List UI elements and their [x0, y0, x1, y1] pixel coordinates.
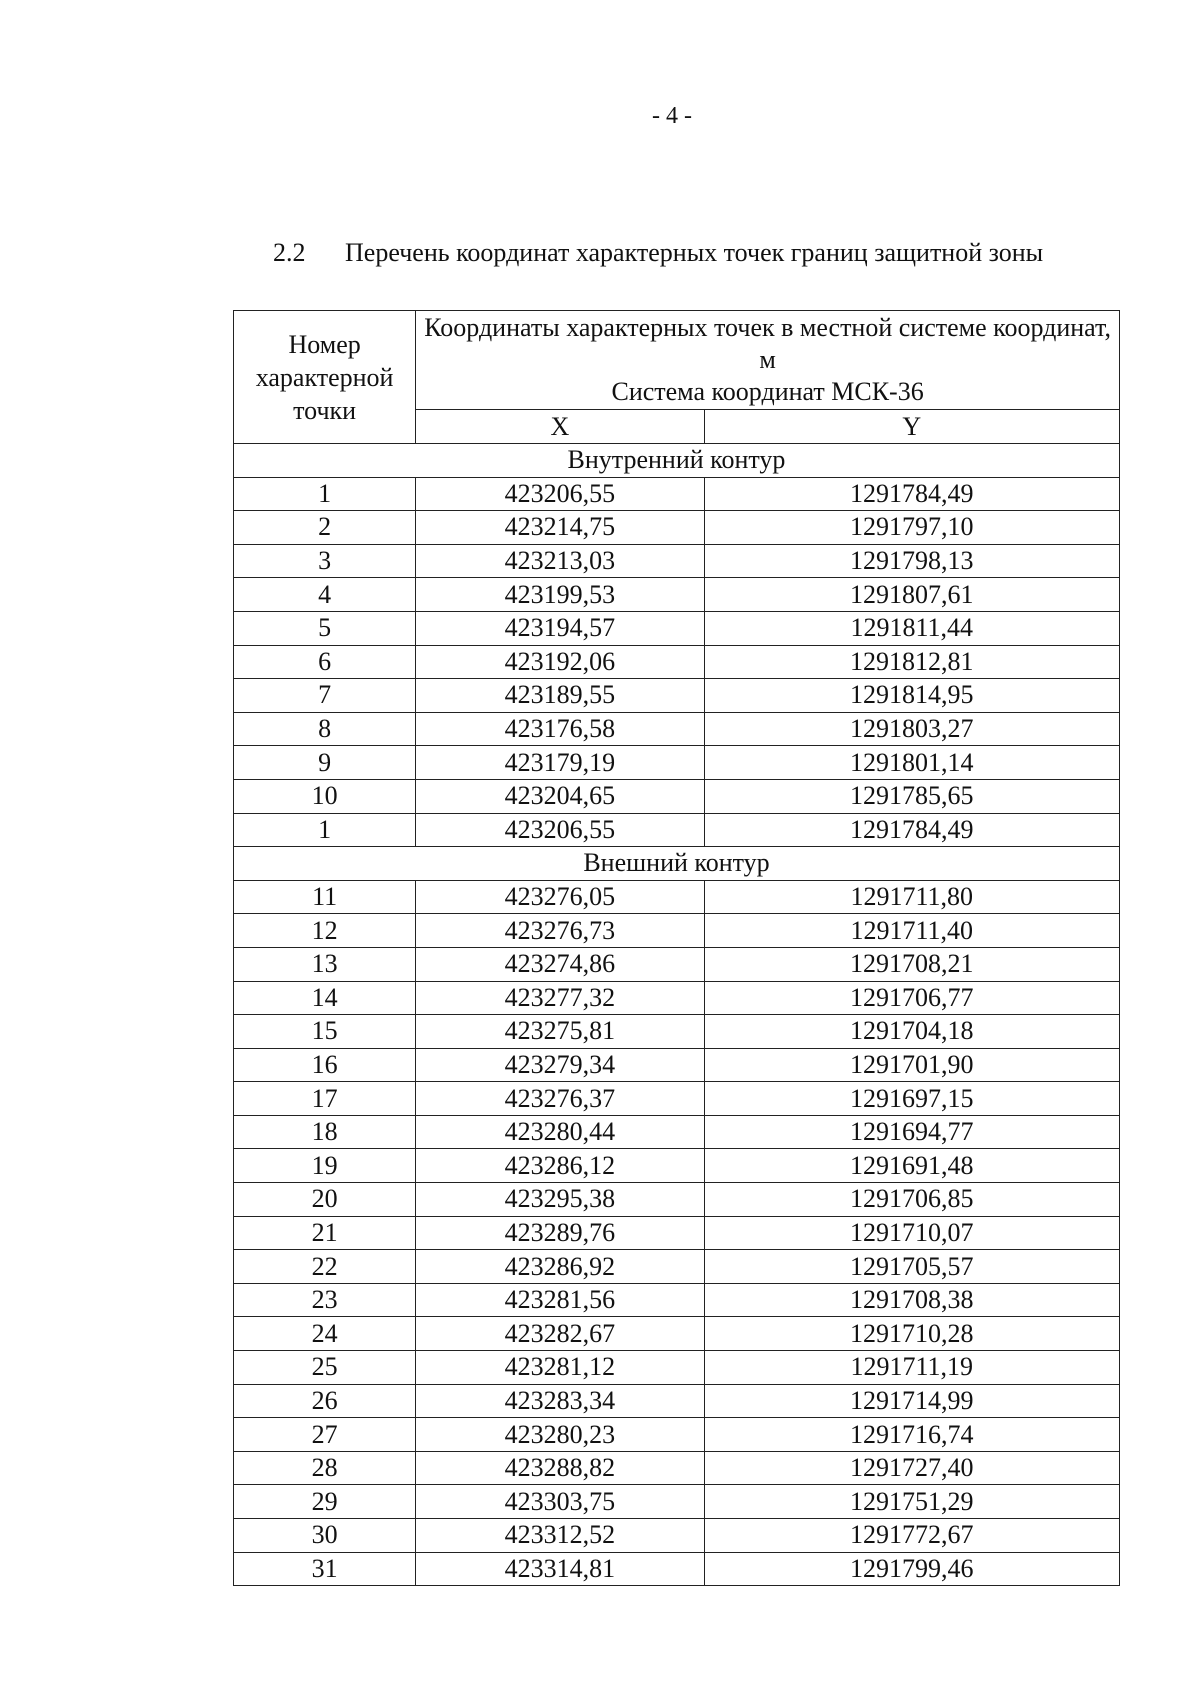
cell-x: 423276,37 [416, 1082, 704, 1116]
cell-x: 423288,82 [416, 1451, 704, 1485]
cell-y: 1291784,49 [704, 477, 1119, 511]
cell-y: 1291710,28 [704, 1317, 1119, 1351]
cell-point-number: 22 [234, 1250, 416, 1284]
table-row [234, 712, 1120, 746]
table-row [234, 947, 1120, 981]
table-row [234, 1048, 1120, 1082]
cell-x: 423179,19 [416, 746, 704, 780]
cell-y: 1291785,65 [704, 779, 1119, 813]
group-title: Внешний контур [234, 847, 1120, 881]
table-row [234, 1149, 1120, 1183]
cell-x: 423199,53 [416, 578, 704, 612]
header-point-number: Номер характерной точки [234, 311, 416, 444]
table-row [234, 914, 1120, 948]
cell-point-number: 28 [234, 1451, 416, 1485]
table-row [234, 1384, 1120, 1418]
cell-x: 423280,23 [416, 1418, 704, 1452]
section-heading [273, 238, 1043, 268]
cell-point-number: 2 [234, 511, 416, 545]
cell-x: 423274,86 [416, 947, 704, 981]
cell-point-number: 1 [234, 477, 416, 511]
cell-point-number: 26 [234, 1384, 416, 1418]
table-row [234, 1418, 1120, 1452]
cell-x: 423276,73 [416, 914, 704, 948]
cell-y: 1291814,95 [704, 679, 1119, 713]
table-row [234, 679, 1120, 713]
table-row [234, 1519, 1120, 1553]
cell-y: 1291711,19 [704, 1351, 1119, 1385]
cell-point-number: 3 [234, 544, 416, 578]
section-number: 2.2 [273, 238, 306, 267]
table-row [234, 1552, 1120, 1586]
cell-point-number: 31 [234, 1552, 416, 1586]
cell-x: 423276,05 [416, 880, 704, 914]
cell-y: 1291706,85 [704, 1183, 1119, 1217]
cell-x: 423283,34 [416, 1384, 704, 1418]
cell-x: 423192,06 [416, 645, 704, 679]
cell-point-number: 12 [234, 914, 416, 948]
cell-x: 423314,81 [416, 1552, 704, 1586]
table-row [234, 1250, 1120, 1284]
cell-x: 423206,55 [416, 813, 704, 847]
table-row [234, 813, 1120, 847]
table-row [234, 511, 1120, 545]
cell-point-number: 6 [234, 645, 416, 679]
cell-y: 1291697,15 [704, 1082, 1119, 1116]
cell-point-number: 17 [234, 1082, 416, 1116]
cell-point-number: 4 [234, 578, 416, 612]
cell-point-number: 29 [234, 1485, 416, 1519]
cell-y: 1291708,38 [704, 1283, 1119, 1317]
cell-point-number: 11 [234, 880, 416, 914]
table-row [234, 1082, 1120, 1116]
table-row [234, 981, 1120, 1015]
table-row [234, 1115, 1120, 1149]
cell-y: 1291691,48 [704, 1149, 1119, 1183]
cell-point-number: 16 [234, 1048, 416, 1082]
cell-y: 1291710,07 [704, 1216, 1119, 1250]
cell-y: 1291714,99 [704, 1384, 1119, 1418]
group-row [234, 444, 1120, 478]
cell-point-number: 21 [234, 1216, 416, 1250]
cell-y: 1291701,90 [704, 1048, 1119, 1082]
table-row [234, 1183, 1120, 1217]
header-coordinate-system: Система координат МСК-36 [611, 377, 924, 406]
cell-x: 423286,92 [416, 1250, 704, 1284]
cell-point-number: 27 [234, 1418, 416, 1452]
header-coordinates [416, 311, 1120, 410]
page-number: - 4 - [652, 103, 692, 129]
cell-y: 1291784,49 [704, 813, 1119, 847]
cell-x: 423214,75 [416, 511, 704, 545]
cell-x: 423286,12 [416, 1149, 704, 1183]
cell-y: 1291751,29 [704, 1485, 1119, 1519]
cell-y: 1291803,27 [704, 712, 1119, 746]
group-row [234, 847, 1120, 881]
cell-x: 423189,55 [416, 679, 704, 713]
cell-x: 423277,32 [416, 981, 704, 1015]
section-title: Перечень координат характерных точек границ защитной зоны [345, 238, 1044, 267]
cell-point-number: 23 [234, 1283, 416, 1317]
cell-y: 1291704,18 [704, 1015, 1119, 1049]
table-row [234, 1015, 1120, 1049]
cell-x: 423176,58 [416, 712, 704, 746]
cell-y: 1291711,40 [704, 914, 1119, 948]
cell-point-number: 24 [234, 1317, 416, 1351]
cell-point-number: 15 [234, 1015, 416, 1049]
cell-x: 423279,34 [416, 1048, 704, 1082]
cell-point-number: 5 [234, 611, 416, 645]
table-row [234, 611, 1120, 645]
table-row [234, 1485, 1120, 1519]
cell-y: 1291797,10 [704, 511, 1119, 545]
cell-y: 1291705,57 [704, 1250, 1119, 1284]
cell-x: 423281,56 [416, 1283, 704, 1317]
cell-y: 1291799,46 [704, 1552, 1119, 1586]
cell-x: 423312,52 [416, 1519, 704, 1553]
table-row [234, 1351, 1120, 1385]
header-y: Y [704, 410, 1119, 444]
table-row [234, 779, 1120, 813]
cell-x: 423213,03 [416, 544, 704, 578]
header-x: X [416, 410, 704, 444]
cell-point-number: 18 [234, 1115, 416, 1149]
cell-point-number: 30 [234, 1519, 416, 1553]
table-row [234, 1283, 1120, 1317]
cell-x: 423194,57 [416, 611, 704, 645]
cell-x: 423280,44 [416, 1115, 704, 1149]
table-body [234, 444, 1120, 1586]
header-coordinates-title: Координаты характерных точек в местной системе координат, м [424, 313, 1111, 374]
table-row [234, 880, 1120, 914]
cell-y: 1291801,14 [704, 746, 1119, 780]
table-row [234, 544, 1120, 578]
cell-point-number: 1 [234, 813, 416, 847]
cell-x: 423282,67 [416, 1317, 704, 1351]
cell-y: 1291772,67 [704, 1519, 1119, 1553]
cell-x: 423281,12 [416, 1351, 704, 1385]
cell-x: 423206,55 [416, 477, 704, 511]
cell-y: 1291711,80 [704, 880, 1119, 914]
table-row [234, 645, 1120, 679]
table-row [234, 477, 1120, 511]
cell-x: 423295,38 [416, 1183, 704, 1217]
cell-x: 423303,75 [416, 1485, 704, 1519]
cell-point-number: 13 [234, 947, 416, 981]
cell-point-number: 7 [234, 679, 416, 713]
cell-y: 1291727,40 [704, 1451, 1119, 1485]
cell-y: 1291812,81 [704, 645, 1119, 679]
cell-y: 1291811,44 [704, 611, 1119, 645]
cell-y: 1291798,13 [704, 544, 1119, 578]
table-row [234, 578, 1120, 612]
cell-point-number: 9 [234, 746, 416, 780]
cell-x: 423204,65 [416, 779, 704, 813]
cell-point-number: 25 [234, 1351, 416, 1385]
group-title: Внутренний контур [234, 444, 1120, 478]
cell-point-number: 8 [234, 712, 416, 746]
cell-point-number: 20 [234, 1183, 416, 1217]
cell-point-number: 14 [234, 981, 416, 1015]
cell-y: 1291694,77 [704, 1115, 1119, 1149]
cell-x: 423275,81 [416, 1015, 704, 1049]
cell-y: 1291706,77 [704, 981, 1119, 1015]
cell-x: 423289,76 [416, 1216, 704, 1250]
cell-y: 1291807,61 [704, 578, 1119, 612]
cell-y: 1291716,74 [704, 1418, 1119, 1452]
coordinates-table [233, 310, 1120, 1586]
table-row [234, 1216, 1120, 1250]
cell-point-number: 10 [234, 779, 416, 813]
table-row [234, 1451, 1120, 1485]
table-row [234, 746, 1120, 780]
cell-y: 1291708,21 [704, 947, 1119, 981]
cell-point-number: 19 [234, 1149, 416, 1183]
table-row [234, 1317, 1120, 1351]
